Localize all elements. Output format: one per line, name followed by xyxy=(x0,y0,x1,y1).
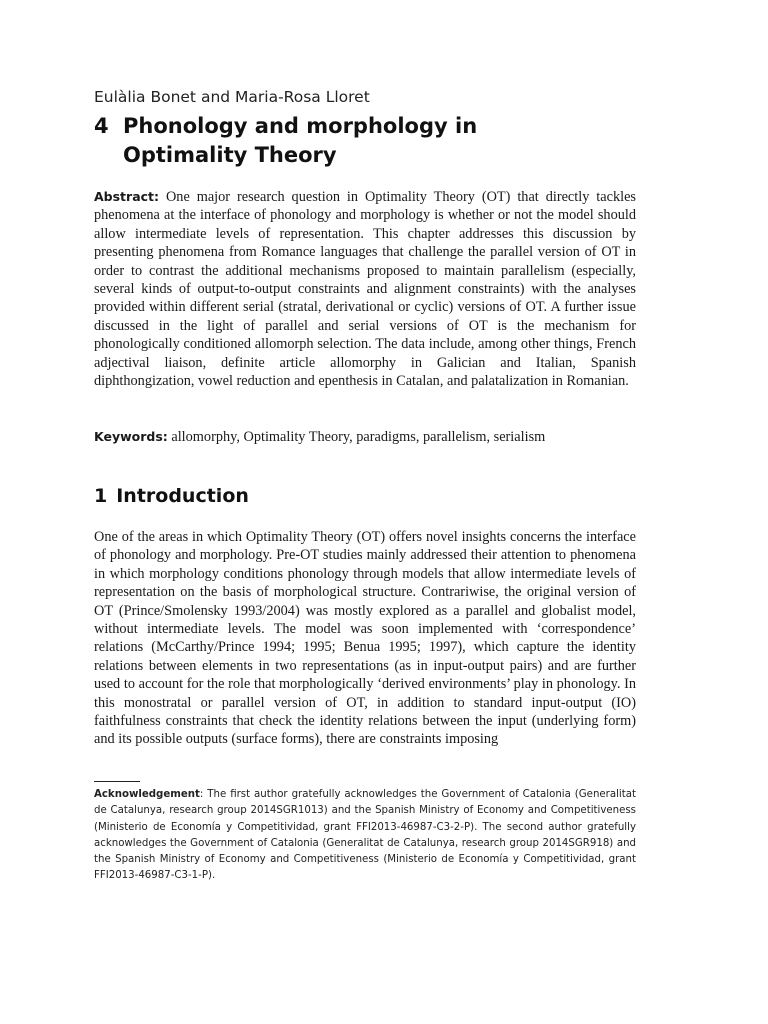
chapter-number: 4 xyxy=(94,114,109,138)
keywords-text: allomorphy, Optimality Theory, paradigms, parallelism, serialism xyxy=(171,429,546,445)
section-number: 1 xyxy=(94,485,108,507)
section-title: Introduction xyxy=(116,485,249,507)
footnote-label: Acknowledgement xyxy=(94,789,200,800)
abstract-text: One major research question in Optimality Theory (OT) that directly tackles phenomena at the interface of phonology and morphology is whether or not the model should allow intermediate levels of representation. This chapter addresses this discussion by presenting phenomena from Romance languages that challenge the parallel version of OT in order to contrast the additional mechanisms proposed to maintain parallelism (especially, several kinds of output-to-output constraints and alignment constraints) with the analyses provided within different serial (stratal, derivational or cyclic) versions of OT. A further issue discussed in the light of parallel and serial versions of OT is the mechanism for phonologically conditioned allomorph selection. The data include, among other things, French adjectival liaison, definite article allomorphy in Galician and Italian, Spanish diphthongization, vowel reduction and epenthesis in Catalan, and palatalization in Romanian. xyxy=(94,189,636,390)
author-names: Eulàlia Bonet and Maria-Rosa Lloret xyxy=(94,88,370,106)
abstract-label: Abstract: xyxy=(94,189,160,204)
intro-paragraph: One of the areas in which Optimality Theory (OT) offers novel insights concerns the interface of phonology and morphology. Pre-OT studies mainly addressed their attention to phenomena in which morphology conditions phonology through models that allow intermediate levels of representation on the basis of morphological structure. Contrariwise, the original version of OT (Prince/Smolensky 1993/2004) was mostly explored as a parallel and globalist model, without intermediate levels. The model was soon implemented with ‘correspondence’ relations (McCarthy/Prince 1994; 1995; Benua 1995; 1997), which capture the identity relations between elements in two representations (as in input-output pairs) and are further used to account for the role that morphologically ‘derived environments’ play in phonology. In this monostratal or parallel version of OT, in addition to standard input-output (IO) faithfulness constraints that check the identity relations between the input (underlying form) and its possible outputs (surface forms), there are constraints imposing xyxy=(94,529,636,748)
abstract-paragraph xyxy=(94,188,636,390)
keywords-paragraph xyxy=(94,428,636,446)
chapter-title: Phonology and morphology in Optimality Theory xyxy=(123,114,478,167)
keywords-label: Keywords: xyxy=(94,429,168,444)
footnote-text: : The first author gratefully acknowledges the Government of Catalonia (Generalitat de Catalunya, research group 2014SGR1013) and the Spanish Ministry of Economy and Competitiveness (Ministerio de Economía y Competitividad, grant FFI2013-46987-C3-2-P). The second author gratefully acknowledges the Government of Catalonia (Generalitat de Catalunya, research group 2014SGR918) and the Spanish Ministry of Economy and Competitiveness (Ministerio de Economía y Competitividad, grant FFI2013-46987-C3-1-P). xyxy=(94,789,636,882)
footnote-divider xyxy=(94,781,140,782)
footnote xyxy=(94,787,636,885)
chapter-heading xyxy=(94,112,636,170)
section-heading xyxy=(94,485,249,507)
